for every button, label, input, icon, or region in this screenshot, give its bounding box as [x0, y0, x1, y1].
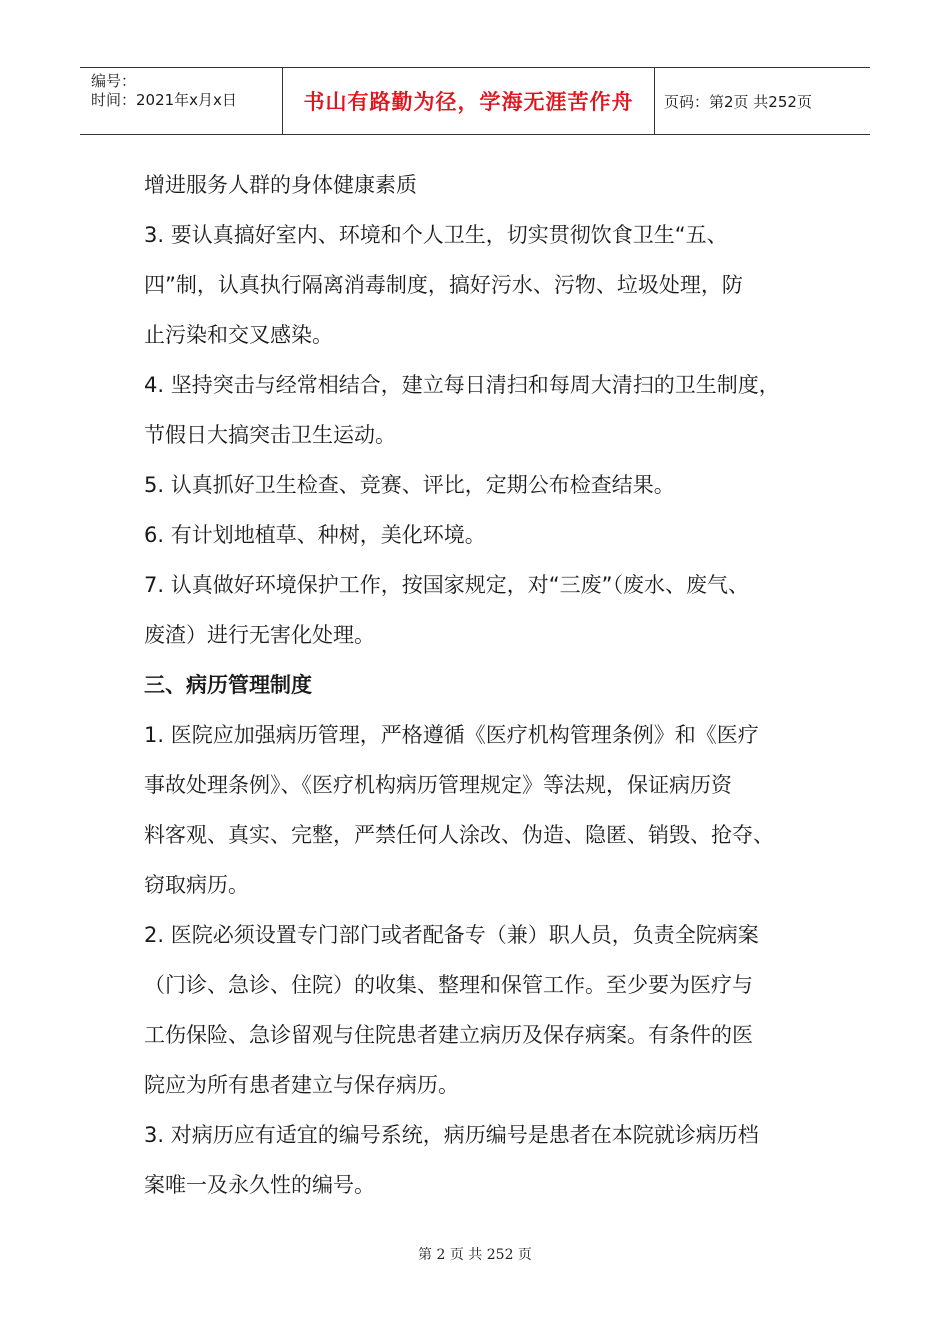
body-text-line: 窃取病历。 — [144, 873, 249, 897]
header-slogan: 书山有路勤为径，学海无涯苦作舟 — [303, 90, 634, 114]
header-time-label: 时间：2021年x月x日 — [91, 91, 237, 109]
header-page-cell — [655, 68, 870, 134]
body-text-line: 3. 对病历应有适宜的编号系统，病历编号是患者在本院就诊病历档 — [144, 1123, 759, 1147]
body-text-line: 3. 要认真搞好室内、环境和个人卫生，切实贯彻饮食卫生“五、 — [144, 223, 728, 247]
body-text-line: 料客观、真实、完整，严禁任何人涂改、伪造、隐匿、销毁、抢夺、 — [144, 823, 774, 847]
body-text-line: 7. 认真做好环境保护工作，按国家规定，对“三废”（废水、废气、 — [144, 573, 749, 597]
body-text-line: 增进服务人群的身体健康素质 — [144, 173, 417, 197]
body-text-line: 止污染和交叉感染。 — [144, 323, 333, 347]
header-number-label: 编号： — [91, 72, 137, 90]
document-body — [144, 160, 824, 1210]
section-heading: 三、病历管理制度 — [144, 673, 312, 697]
body-text-line: 5. 认真抓好卫生检查、竞赛、评比，定期公布检查结果。 — [144, 473, 675, 497]
body-text-line: 工伤保险、急诊留观与住院患者建立病历及保存病案。有条件的医 — [144, 1023, 753, 1047]
body-text-line: 4. 坚持突击与经常相结合，建立每日清扫和每周大清扫的卫生制度， — [144, 373, 780, 397]
body-text-line: 四”制，认真执行隔离消毒制度，搞好污水、污物、垃圾处理，防 — [144, 273, 743, 297]
page-header — [80, 67, 870, 135]
page-footer: 第 2 页 共 252 页 — [418, 1247, 532, 1263]
body-text-line: 6. 有计划地植草、种树，美化环境。 — [144, 523, 486, 547]
body-text-line: 废渣）进行无害化处理。 — [144, 623, 375, 647]
body-text-line: 案唯一及永久性的编号。 — [144, 1173, 375, 1197]
body-text-line: 事故处理条例》、《医疗机构病历管理规定》等法规，保证病历资 — [144, 773, 732, 797]
header-slogan-cell — [283, 68, 655, 134]
body-text-line: 节假日大搞突击卫生运动。 — [144, 423, 396, 447]
header-meta-cell — [80, 68, 283, 134]
body-text-line: 院应为所有患者建立与保存病历。 — [144, 1073, 459, 1097]
header-page-info: 页码：第2页 共252页 — [664, 92, 812, 111]
body-text-line: （门诊、急诊、住院）的收集、整理和保管工作。至少要为医疗与 — [144, 973, 753, 997]
body-text-line: 1. 医院应加强病历管理，严格遵循《医疗机构管理条例》和《医疗 — [144, 723, 759, 747]
body-text-line: 2. 医院必须设置专门部门或者配备专（兼）职人员，负责全院病案 — [144, 923, 759, 947]
